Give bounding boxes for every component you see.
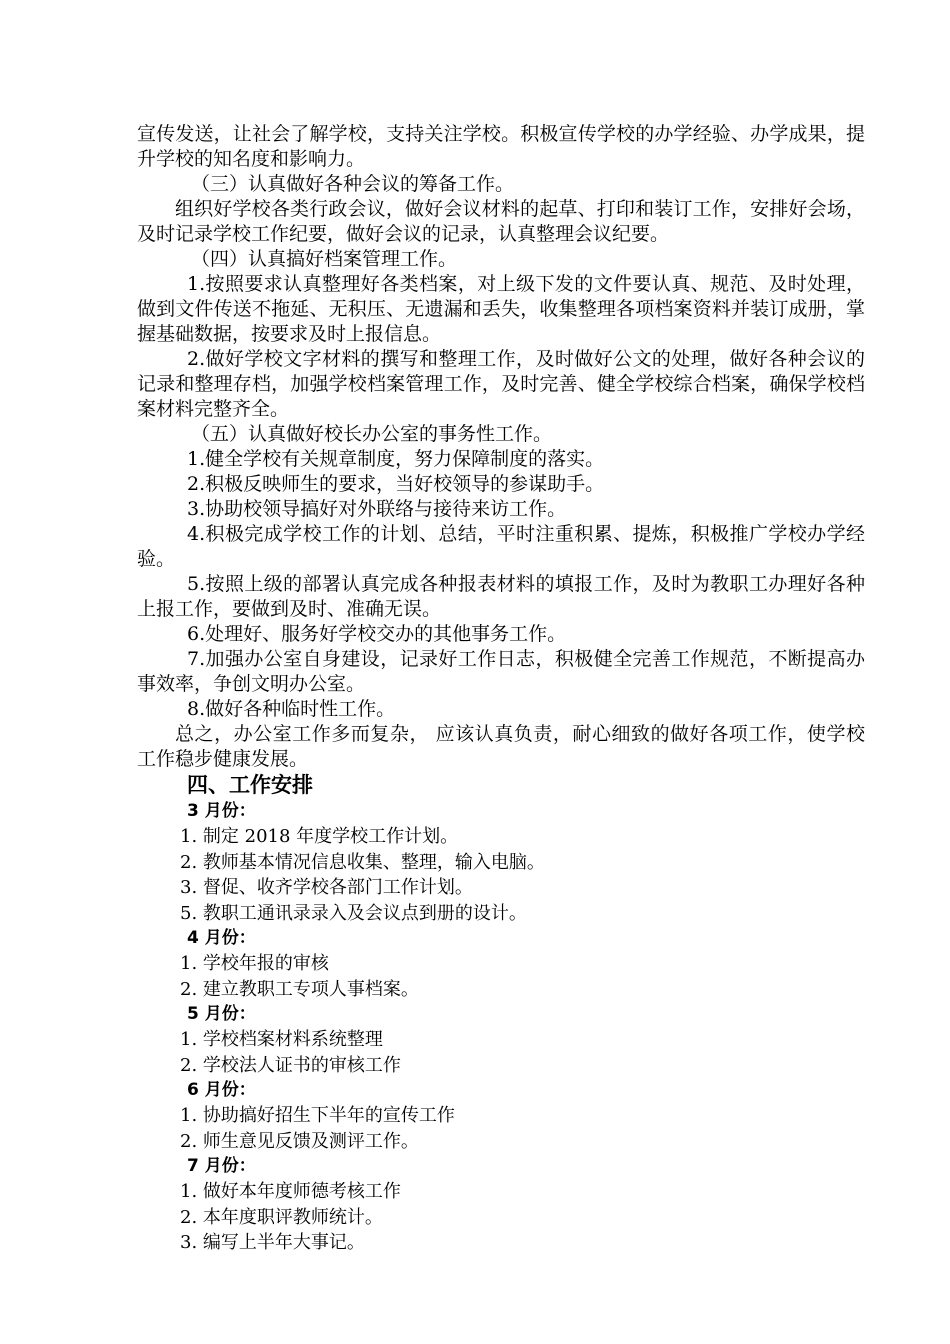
subsection-title-archives: （四）认真搞好档案管理工作。	[191, 248, 458, 270]
subsection-title-meetings: （三）认真做好各种会议的筹备工作。	[191, 173, 515, 195]
month-label-march: 3 月份：	[187, 801, 256, 821]
task-item: 2. 师生意见反馈及测评工作。	[180, 1130, 419, 1152]
page-content	[137, 122, 865, 1256]
office-affairs-item-6: 6.处理好、服务好学校交办的其他事务工作。	[187, 623, 567, 645]
paragraph-summary: 总之，办公室工作多而复杂， 应该认真负责，耐心细致的做好各项工作，使学校工作稳步健康发展。	[137, 723, 865, 770]
paragraph-publicity: 宣传发送，让社会了解学校，支持关注学校。积极宣传学校的办学经验、办学成果，提升学校的知名度和影响力。	[137, 123, 865, 170]
paragraph-meetings: 组织好学校各类行政会议，做好会议材料的起草、打印和装订工作，安排好会场，及时记录学校工作纪要，做好会议的记录，认真整理会议纪要。	[137, 198, 865, 245]
task-item: 3. 督促、收齐学校各部门工作计划。	[180, 877, 473, 898]
month-label-july: 7 月份：	[187, 1156, 256, 1176]
archives-item-1: 1.按照要求认真整理好各类档案，对上级下发的文件要认真、规范、及时处理，做到文件传送不拖延、无积压、无遗漏和丢失，收集整理各项档案资料并装订成册，掌握基础数据，按要求及时上报信息。	[137, 273, 865, 345]
office-affairs-item-2: 2.积极反映师生的要求，当好校领导的参谋助手。	[187, 473, 605, 495]
archives-item-2: 2.做好学校文字材料的撰写和整理工作，及时做好公文的处理，做好各种会议的记录和整理存档，加强学校档案管理工作，及时完善、健全学校综合档案，确保学校档案材料完整齐全。	[137, 348, 865, 420]
task-item: 2. 本年度职评教师统计。	[180, 1206, 383, 1228]
task-item: 2. 教师基本情况信息收集、整理，输入电脑。	[180, 851, 545, 873]
task-item: 1. 学校档案材料系统整理	[180, 1029, 383, 1050]
section-heading-schedule: 四、工作安排	[187, 773, 313, 797]
task-item: 5. 教职工通讯录录入及会议点到册的设计。	[180, 902, 527, 924]
task-item: 3. 编写上半年大事记。	[180, 1232, 365, 1253]
office-affairs-item-3: 3.协助校领导搞好对外联络与接待来访工作。	[187, 498, 567, 520]
month-label-april: 4 月份：	[187, 928, 256, 948]
month-label-june: 6 月份：	[187, 1080, 256, 1100]
month-label-may: 5 月份：	[187, 1004, 256, 1024]
task-item: 1. 制定 2018 年度学校工作计划。	[180, 826, 459, 847]
task-item: 2. 学校法人证书的审核工作	[180, 1054, 401, 1076]
office-affairs-item-4: 4.积极完成学校工作的计划、总结，平时注重积累、提炼，积极推广学校办学经验。	[137, 523, 865, 570]
task-item: 2. 建立教职工专项人事档案。	[180, 978, 419, 1000]
task-item: 1. 学校年报的审核	[180, 953, 329, 974]
office-affairs-item-8: 8.做好各种临时性工作。	[187, 698, 396, 720]
subsection-title-office-affairs: （五）认真做好校长办公室的事务性工作。	[191, 423, 553, 445]
office-affairs-item-5: 5.按照上级的部署认真完成各种报表材料的填报工作，及时为教职工办理好各种上报工作，要做到及时、准确无误。	[137, 573, 865, 620]
office-affairs-item-1: 1.健全学校有关规章制度，努力保障制度的落实。	[187, 448, 605, 470]
task-item: 1. 协助搞好招生下半年的宣传工作	[180, 1105, 455, 1126]
task-item: 1. 做好本年度师德考核工作	[180, 1181, 401, 1202]
office-affairs-item-7: 7.加强办公室自身建设，记录好工作日志，积极健全完善工作规范，不断提高办事效率，争创文明办公室。	[137, 648, 865, 695]
